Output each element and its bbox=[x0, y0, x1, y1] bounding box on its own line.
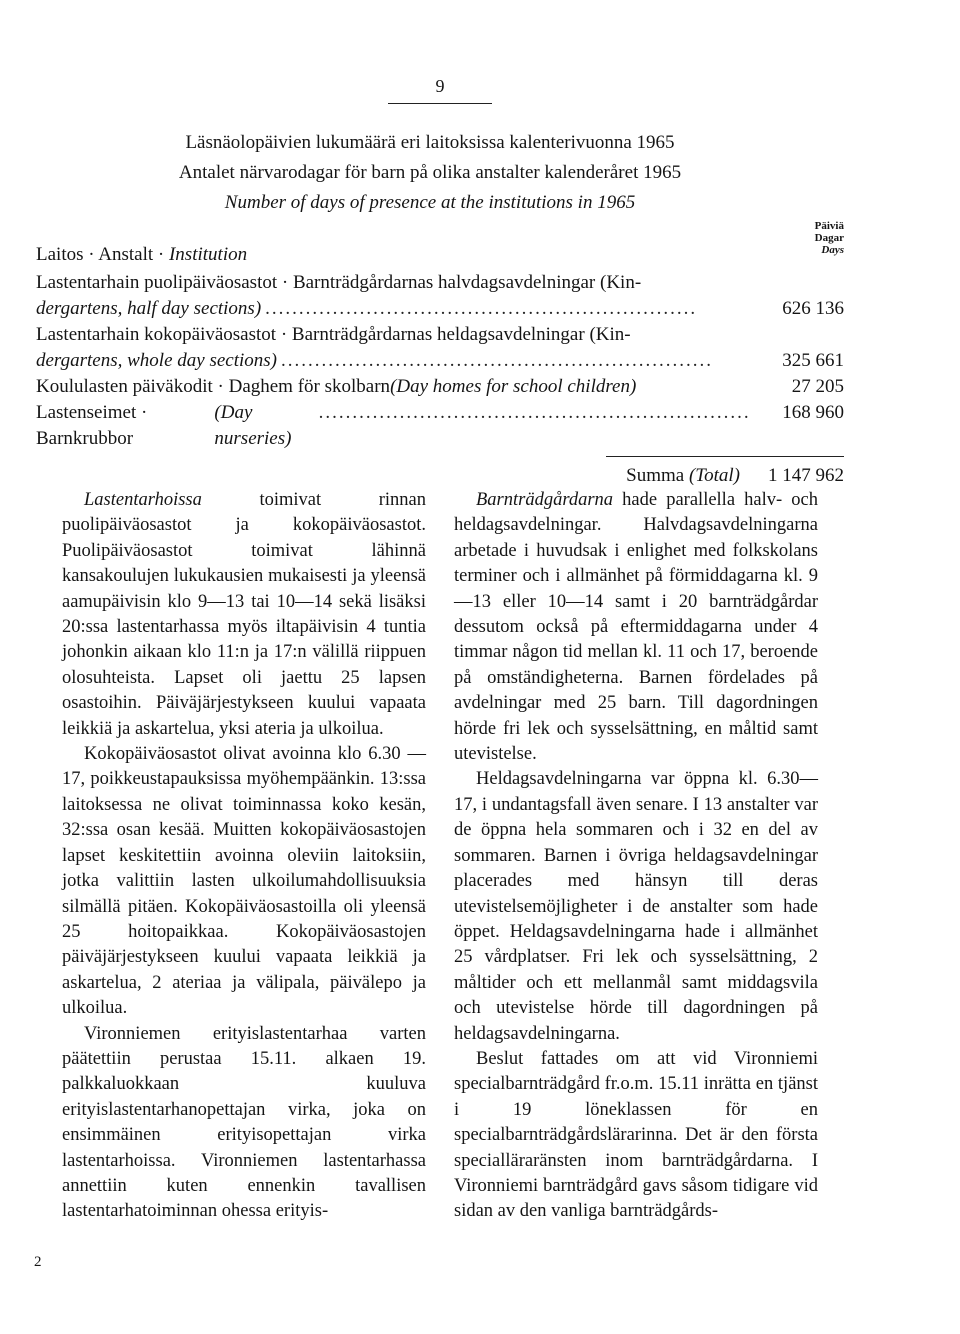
dot-leader: ................................................................ bbox=[318, 402, 751, 423]
paragraph: Beslut fattades om att vid Vironniemi specialbarnträdgård fr.o.m. 15.11 inrätta en tjänst i 19 löneklassen för en specialbarnträdgårdslärarinna. Det är den första specialläraränsten inom barnträdgårdarna. I Vironniemi barnträdgård gavs såsom tidigare vid sidan av den vanliga barnträdgårds- bbox=[454, 1048, 818, 1222]
paragraph: Kokopäiväosastot olivat avoinna klo 6.30 —17, poikkeustapauksissa myöhempäänkin. 13:ssa laitoksessa ne olivat toiminnassa koko kesän, 32:ssa osan kesää. Muitten kokopäiväosastojen lapset keskitettiin avoinna oleviin laitoksiin, jotka valittiin lasten ulkoilumahdollisuuksia silmällä pitäen. Kokopäiväosastoilla oli yleensä 25 hoitopaikkaa. Kokopäiväosastojen päiväjärjestykseen kuului vapaata leikkiä ja askartelua, 2 ateriaa ja välipala, päivälepo ja ulkoilua. bbox=[62, 744, 426, 1019]
paragraph: Barnträdgårdarna hade parallella halv- och heldagsavdelningar. Halvdagsavdelningarna arbetade i huvudsak i enlighet med folkskolans terminer och i allmänhet på förmiddagarna kl. 9—13 eller 10—14 samt i 20 barnträdgårdar dessutom också på eftermiddagarna under 4 timmar någon tid mellan kl. 11 och 17, beroende på omständigheterna. Barnen fördelades på avdelningar med 25 barn. Till dagordningen hörde fri lek och sysselsättning, en måltid samt utevistelse. bbox=[454, 490, 818, 765]
institution-header: Laitos · Anstalt · Institution bbox=[36, 244, 248, 265]
row-value: 325 661 bbox=[782, 350, 844, 371]
table-row: Koululasten päiväkodit · Daghem för skolbarn (Day homes for school children) 27 205 bbox=[36, 374, 844, 400]
row-value: 626 136 bbox=[782, 298, 844, 319]
dot-leader: ................................................................ bbox=[280, 350, 713, 371]
row-value: 168 960 bbox=[782, 402, 844, 423]
days-table bbox=[36, 210, 844, 489]
row-value: 27 205 bbox=[791, 376, 844, 397]
total-value: 1 147 962 bbox=[768, 465, 844, 486]
table-header bbox=[36, 210, 844, 270]
paragraph: Heldagsavdelningarna var öppna kl. 6.30—17, i undantagsfall även senare. I 13 anstalter var de öppna hela sommaren och i 32 en del av sommaren. Barnen i övriga heldagsavdelningar placerades med hänsyn till deras utevistelsemöjligheter i de anstalter som hade öppet. Heldagsavdelningarna hade i allmänhet 25 vårdplatser. Fri lek och sysselsättning, 2 måltider och ett mellanmål samt middagsvila och utevistelse hörde till dagordningen på heldagsavdelningarna. bbox=[454, 769, 818, 1044]
dot-leader: ................................................................ bbox=[265, 298, 698, 319]
title-swedish: Antalet närvarodagar för barn på olika anstalter kalenderåret 1965 bbox=[178, 162, 682, 183]
sum-rule bbox=[606, 456, 844, 457]
table-row: Lastentarhain kokopäiväosastot · Barnträdgårdarnas heldagsavdelningar (Kin- dergartens, whole day sections) ................................................................ 325 661 bbox=[36, 322, 844, 374]
paragraph: Vironniemen erityislastentarhaa varten päätettiin perustaa 15.11. alkaen 19. palkkaluokkaan kuuluva erityislastentarhanopettajan virka, joka on ensimmäinen erityisopettajan virka lastentarhoissa. Vironniemen lastentarhassa annettiin kuten ennenkin tavallisen lastentarhatoiminnan ohessa erityis- bbox=[62, 1023, 426, 1222]
table-row: Lastentarhain puolipäiväosastot · Barnträdgårdarnas halvdagsavdelningar (Kin- dergartens, half day sections) ................................................................ 626 136 bbox=[36, 270, 844, 322]
title-english: Number of days of presence at the institutions in 1965 bbox=[224, 192, 636, 213]
total-row: Summa (Total) 1 147 962 bbox=[36, 463, 844, 489]
title-block bbox=[0, 128, 860, 218]
finnish-text-column bbox=[62, 488, 426, 1225]
table-row: Lastenseimet · Barnkrubbor (Day nurseries) ................................................................ 168 960 bbox=[36, 402, 844, 449]
days-header: Päiviä Dagar Days bbox=[814, 220, 844, 256]
page-number: 9 bbox=[388, 76, 492, 104]
swedish-text-column bbox=[454, 488, 818, 1225]
footer-number: 2 bbox=[34, 1254, 42, 1270]
paragraph: Lastentarhoissa toimivat rinnan puolipäiväosastot ja kokopäiväosastot. Puolipäiväosastot toimivat lähinnä kansakoulujen lukukausien mukaisesti ja yleensä aamupäivisin klo 9—13 tai 10—14 sekä lisäksi 20:ssa lastentarhassa myös iltapäivisin 4 tuntia johonkin aikaan klo 11:n ja 17:n välillä riippuen olosuhteista. Lapset oli jaettu 25 lapsen osastoihin. Päiväjärjestykseen kuului vapaata leikkiä ja askartelua, yksi ateria ja ulkoilua. bbox=[62, 490, 426, 739]
title-finnish: Läsnäolopäivien lukumäärä eri laitoksissa kalenterivuonna 1965 bbox=[185, 132, 675, 153]
